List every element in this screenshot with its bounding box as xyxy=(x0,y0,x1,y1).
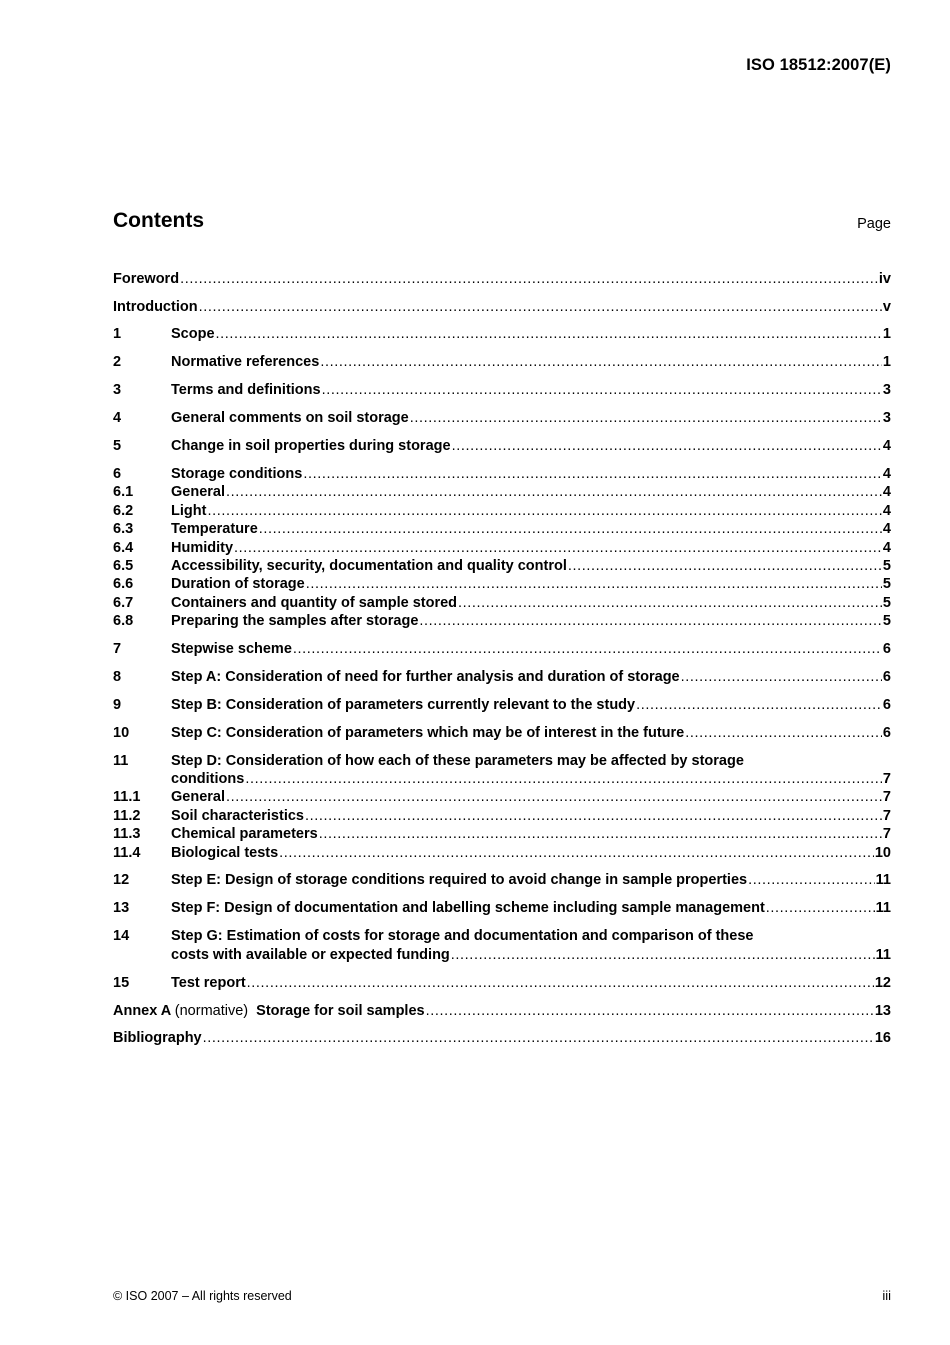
toc-entry-6-3[interactable] xyxy=(113,520,891,538)
toc-entry-number: 15 xyxy=(113,975,130,991)
toc-entry-page: 6 xyxy=(882,669,891,685)
toc-entry-title: Step E: Design of storage conditions required to avoid change in sample properties xyxy=(171,872,748,888)
toc-entry-page: 5 xyxy=(882,576,891,592)
toc-entry-page: 6 xyxy=(882,725,891,741)
toc-entry-title: Step B: Consideration of parameters currently relevant to the study xyxy=(171,697,636,713)
toc-entry-10[interactable] xyxy=(113,724,891,742)
toc-entry-page: 11 xyxy=(875,947,891,963)
toc-entry-title: Scope xyxy=(171,326,215,342)
dot-leader xyxy=(452,437,882,455)
toc-entry-page: 7 xyxy=(882,808,891,824)
dot-leader xyxy=(681,668,882,686)
toc-entry-title: Temperature xyxy=(171,521,258,537)
toc-entry-title: Storage conditions xyxy=(171,466,303,482)
toc-entry-page: 3 xyxy=(882,382,891,398)
page-column-label: Page xyxy=(857,216,891,232)
toc-entry-12[interactable] xyxy=(113,871,891,889)
toc-entry-number: 4 xyxy=(113,410,122,426)
toc-entry-title: General xyxy=(171,484,225,500)
toc-entry-title: General xyxy=(171,789,225,805)
toc-entry-number: 11.1 xyxy=(113,789,141,805)
toc-entry-15[interactable] xyxy=(113,974,891,992)
dot-leader xyxy=(259,520,882,538)
toc-entry-page: 1 xyxy=(882,326,891,342)
toc-entry-number: 9 xyxy=(113,697,122,713)
toc-entry-number: 6.3 xyxy=(113,521,134,537)
annex-label: Annex A xyxy=(113,1003,171,1019)
toc-entry-title-group xyxy=(113,1002,425,1020)
toc-entry-page: 6 xyxy=(882,641,891,657)
toc-entry-number: 14 xyxy=(113,928,130,944)
dot-leader xyxy=(203,1029,874,1047)
dot-leader xyxy=(293,640,882,658)
dot-leader xyxy=(303,465,882,483)
toc-entry-number: 6.2 xyxy=(113,503,134,519)
toc-entry-annex-a[interactable] xyxy=(113,1002,891,1020)
toc-entry-introduction[interactable] xyxy=(113,298,891,316)
toc-entry-number: 11.3 xyxy=(113,826,141,842)
toc-entry-title: Accessibility, security, documentation and quality control xyxy=(171,558,567,574)
dot-leader xyxy=(426,1002,874,1020)
toc-entry-page: 7 xyxy=(882,789,891,805)
dot-leader xyxy=(279,844,874,862)
toc-entry-title: Normative references xyxy=(171,354,320,370)
toc-entry-bibliography[interactable] xyxy=(113,1029,891,1047)
toc-entry-number: 5 xyxy=(113,438,122,454)
toc-entry-number: 6.7 xyxy=(113,595,134,611)
dot-leader xyxy=(320,353,882,371)
toc-entry-7[interactable] xyxy=(113,640,891,658)
toc-entry-title: costs with available or expected funding xyxy=(171,947,450,963)
dot-leader xyxy=(306,575,882,593)
dot-leader xyxy=(199,298,882,316)
dot-leader xyxy=(216,325,882,343)
toc-entry-page: 7 xyxy=(882,771,891,787)
toc-entry-title: Stepwise scheme xyxy=(171,641,292,657)
toc-entry-number: 11.4 xyxy=(113,845,141,861)
toc-entry-title: Biological tests xyxy=(171,845,279,861)
toc-entry-title: Introduction xyxy=(113,299,198,315)
dot-leader xyxy=(322,381,882,399)
toc-entry-foreword[interactable] xyxy=(113,270,891,288)
toc-entry-page: 5 xyxy=(882,558,891,574)
dot-leader xyxy=(305,807,882,825)
toc-entry-number: 1 xyxy=(113,326,122,342)
dot-leader xyxy=(636,696,882,714)
dot-leader xyxy=(766,899,875,917)
toc-entry-page: v xyxy=(882,299,891,315)
toc-entry-page: 5 xyxy=(882,613,891,629)
dot-leader xyxy=(319,825,882,843)
toc-entry-number: 6.1 xyxy=(113,484,134,500)
toc-entry-8[interactable] xyxy=(113,668,891,686)
toc-entry-page: 10 xyxy=(874,845,891,861)
toc-entry-14[interactable] xyxy=(113,927,891,945)
toc-entry-title: Chemical parameters xyxy=(171,826,318,842)
dot-leader xyxy=(180,270,878,288)
toc-entry-6-4[interactable] xyxy=(113,539,891,557)
toc-entry-number: 11 xyxy=(113,753,129,769)
toc-entry-title: Duration of storage xyxy=(171,576,305,592)
toc-entry-page: 6 xyxy=(882,697,891,713)
toc-entry-page: 4 xyxy=(882,466,891,482)
contents-heading: Contents xyxy=(113,209,204,232)
annex-normative-label: (normative) xyxy=(174,1003,249,1019)
toc-entry-title: Soil characteristics xyxy=(171,808,304,824)
dot-leader xyxy=(451,946,875,964)
toc-entry-11-continued[interactable] xyxy=(113,770,891,788)
toc-entry-2[interactable] xyxy=(113,353,891,371)
toc-entry-title: Test report xyxy=(171,975,246,991)
toc-entry-title: Change in soil properties during storage xyxy=(171,438,451,454)
dot-leader xyxy=(207,502,881,520)
toc-entry-page: 7 xyxy=(882,826,891,842)
toc-entry-number: 6 xyxy=(113,466,122,482)
toc-entry-page: 16 xyxy=(874,1030,891,1046)
footer-page-number: iii xyxy=(882,1288,891,1303)
toc-entry-number: 3 xyxy=(113,382,122,398)
toc-entry-number: 6.5 xyxy=(113,558,134,574)
dot-leader xyxy=(458,594,882,612)
toc-entry-number: 2 xyxy=(113,354,122,370)
toc-entry-number: 8 xyxy=(113,669,122,685)
toc-entry-title: Preparing the samples after storage xyxy=(171,613,419,629)
dot-leader xyxy=(685,724,882,742)
dot-leader xyxy=(247,974,874,992)
toc-entry-11-3[interactable] xyxy=(113,825,891,843)
toc-entry-page: 4 xyxy=(882,484,891,500)
toc-entry-title: Bibliography xyxy=(113,1030,202,1046)
toc-entry-11[interactable] xyxy=(113,752,891,770)
toc-entry-title: Humidity xyxy=(171,540,234,556)
toc-entry-page: 5 xyxy=(882,595,891,611)
toc-entry-page: 4 xyxy=(882,540,891,556)
toc-entry-14-continued[interactable] xyxy=(113,946,891,964)
toc-entry-page: 4 xyxy=(882,521,891,537)
toc-entry-page: 1 xyxy=(882,354,891,370)
toc-entry-title: Step F: Design of documentation and labelling scheme including sample management xyxy=(171,900,765,916)
toc-entry-number: 11.2 xyxy=(113,808,141,824)
toc-entry-4[interactable] xyxy=(113,409,891,427)
dot-leader xyxy=(410,409,882,427)
toc-entry-number: 10 xyxy=(113,725,130,741)
dot-leader xyxy=(234,539,882,557)
toc-entry-6-1[interactable] xyxy=(113,483,891,501)
toc-entry-6-6[interactable] xyxy=(113,575,891,593)
toc-entry-11-4[interactable] xyxy=(113,844,891,862)
toc-entry-title: Light xyxy=(171,503,207,519)
toc-entry-page: 13 xyxy=(874,1003,891,1019)
toc-entry-number: 6.8 xyxy=(113,613,134,629)
toc-entry-13[interactable] xyxy=(113,899,891,917)
toc-entry-page: iv xyxy=(878,271,891,287)
toc-entry-number: 7 xyxy=(113,641,122,657)
dot-leader xyxy=(226,788,882,806)
dot-leader xyxy=(226,483,882,501)
toc-entry-1[interactable] xyxy=(113,325,891,343)
footer-copyright: © ISO 2007 – All rights reserved xyxy=(113,1289,292,1303)
toc-entry-5[interactable] xyxy=(113,437,891,455)
toc-entry-page: 4 xyxy=(882,438,891,454)
toc-entry-11-1[interactable] xyxy=(113,788,891,806)
toc-entry-title-first-line: Step G: Estimation of costs for storage and documentation and comparison of these xyxy=(171,928,754,944)
toc-entry-11-2[interactable] xyxy=(113,807,891,825)
toc-entry-6-7[interactable] xyxy=(113,594,891,612)
toc-entry-title: Step C: Consideration of parameters which may be of interest in the future xyxy=(171,725,685,741)
toc-entry-title: Containers and quantity of sample stored xyxy=(171,595,458,611)
toc-entry-page: 11 xyxy=(875,872,891,888)
toc-entry-title: General comments on soil storage xyxy=(171,410,409,426)
toc-entry-title-first-line: Step D: Consideration of how each of these parameters may be affected by storage xyxy=(171,753,744,769)
toc-entry-6[interactable] xyxy=(113,465,891,483)
toc-entry-page: 4 xyxy=(882,503,891,519)
toc-entry-title: conditions xyxy=(171,771,245,787)
toc-entry-title: Step A: Consideration of need for further analysis and duration of storage xyxy=(171,669,680,685)
toc-entry-number: 6.4 xyxy=(113,540,134,556)
toc-entry-number: 13 xyxy=(113,900,130,916)
dot-leader xyxy=(419,612,882,630)
toc-entry-9[interactable] xyxy=(113,696,891,714)
toc-entry-title: Foreword xyxy=(113,271,180,287)
toc-entry-6-2[interactable] xyxy=(113,502,891,520)
toc-entry-6-5[interactable] xyxy=(113,557,891,575)
toc-entry-title: Terms and definitions xyxy=(171,382,321,398)
toc-entry-3[interactable] xyxy=(113,381,891,399)
toc-entry-page: 12 xyxy=(874,975,891,991)
toc-entry-title: Storage for soil samples xyxy=(256,1003,425,1019)
toc-entry-6-8[interactable] xyxy=(113,612,891,630)
dot-leader xyxy=(568,557,882,575)
toc-entry-page: 11 xyxy=(875,900,891,916)
dot-leader xyxy=(245,770,882,788)
toc-entry-page: 3 xyxy=(882,410,891,426)
toc-entry-number: 12 xyxy=(113,872,130,888)
toc-entry-number: 6.6 xyxy=(113,576,134,592)
document-code: ISO 18512:2007(E) xyxy=(746,56,891,74)
dot-leader xyxy=(748,871,875,889)
